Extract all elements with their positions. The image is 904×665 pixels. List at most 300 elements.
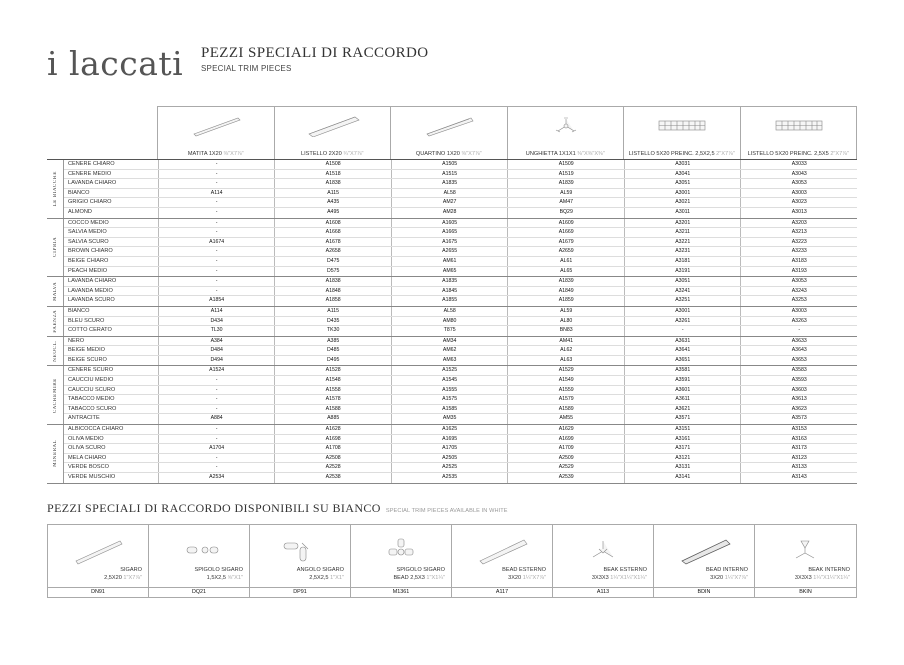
product-code: A1608 xyxy=(274,219,391,228)
trim-table xyxy=(47,106,857,481)
product-code: A1588 xyxy=(274,405,391,414)
table-row xyxy=(64,179,857,189)
beak-esterno-icon xyxy=(553,535,653,565)
color-name: BEIGE MEDIO xyxy=(68,347,105,354)
color-name: VERDE MUSCHIO xyxy=(68,474,116,480)
table-row xyxy=(64,454,857,464)
product-code: A1839 xyxy=(507,179,624,188)
product-code: A3611 xyxy=(624,395,741,404)
table-row xyxy=(64,296,857,306)
product-code: A3193 xyxy=(740,267,857,277)
product-code: A3221 xyxy=(624,238,741,247)
product-code: A3593 xyxy=(740,376,857,385)
color-name: LAVANDA CHIARO xyxy=(68,278,117,285)
product-code: A115 xyxy=(274,307,391,316)
column-header-label: MATITA 1X20 ⅜"X7⅞" xyxy=(187,151,244,157)
bead-esterno-icon xyxy=(452,535,552,565)
column-header xyxy=(158,107,275,160)
product-code: - xyxy=(158,170,275,179)
table-row xyxy=(64,346,857,356)
product-code: A384 xyxy=(158,337,275,346)
product-code: A2529 xyxy=(507,463,624,472)
product-code: - xyxy=(158,463,275,472)
table-row xyxy=(64,267,857,277)
white-trim-table xyxy=(47,524,857,598)
table-row xyxy=(64,444,857,454)
product-code: A1558 xyxy=(274,386,391,395)
product-code: D484 xyxy=(158,346,275,355)
product-code: - xyxy=(158,160,275,169)
product-code: AM34 xyxy=(391,337,508,346)
table-row xyxy=(64,160,857,170)
product-code: A3241 xyxy=(624,287,741,296)
group-label: NEOCL. xyxy=(52,340,58,363)
product-code: A3161 xyxy=(624,435,741,444)
product-code: - xyxy=(158,179,275,188)
product-code: AM63 xyxy=(391,356,508,366)
product-code: A1548 xyxy=(274,376,391,385)
product-code: AL59 xyxy=(507,189,624,198)
beak-interno-icon xyxy=(755,535,856,565)
product-code: A3581 xyxy=(624,366,741,375)
product-code: A1678 xyxy=(274,238,391,247)
table-row xyxy=(64,257,857,267)
item-code: DN91 xyxy=(48,587,148,597)
product-code: A3623 xyxy=(740,405,857,414)
product-code: A1858 xyxy=(274,296,391,306)
product-code: A1575 xyxy=(391,395,508,404)
product-code: A2538 xyxy=(274,473,391,483)
white-trim-item xyxy=(250,525,351,597)
color-name: BIANCO xyxy=(68,307,90,314)
product-code: - xyxy=(158,277,275,286)
section2-title xyxy=(47,501,508,516)
product-code: AL58 xyxy=(391,307,508,316)
product-code: A3023 xyxy=(740,198,857,207)
column-header-label: LISTELLO 5X20 PREINC. 2,5X2,5 2"X7⅞" xyxy=(628,151,735,157)
product-code: A1835 xyxy=(391,179,508,188)
product-code: AM62 xyxy=(391,346,508,355)
product-code: - xyxy=(158,425,275,434)
table-row xyxy=(64,326,857,336)
product-code: AM35 xyxy=(391,414,508,424)
product-code: A1665 xyxy=(391,228,508,237)
product-code: A1549 xyxy=(507,376,624,385)
color-name: LAVANDA SCURO xyxy=(68,297,115,304)
item-size: 3X20 1¼"X7⅞" xyxy=(710,575,748,581)
color-name: CENERE CHIARO xyxy=(68,161,115,167)
item-code: BDIN xyxy=(654,587,754,597)
column-header xyxy=(741,107,858,160)
table-row xyxy=(64,247,857,257)
table-row xyxy=(64,337,857,347)
table-row xyxy=(64,277,857,287)
color-name: LAVANDA CHIARO xyxy=(68,180,117,187)
product-code: A3003 xyxy=(740,307,857,316)
bead-interno-icon xyxy=(654,535,754,565)
table-row xyxy=(64,463,857,473)
product-code: A1859 xyxy=(507,296,624,306)
product-code: A1708 xyxy=(274,444,391,453)
product-code: AM41 xyxy=(507,337,624,346)
product-code: A1838 xyxy=(274,277,391,286)
table-body xyxy=(47,159,857,484)
table-row xyxy=(64,395,857,405)
product-code: - xyxy=(158,208,275,218)
item-name: SPIGOLO SIGARO xyxy=(396,567,445,573)
product-code: AL63 xyxy=(507,356,624,366)
color-name: COCCO MEDIO xyxy=(68,219,109,226)
product-code: - xyxy=(158,219,275,228)
product-code: A3263 xyxy=(740,317,857,326)
product-code: A3591 xyxy=(624,376,741,385)
product-code: A115 xyxy=(274,189,391,198)
table-row xyxy=(64,238,857,248)
item-size: 3X20 1¼"X7⅞" xyxy=(508,575,546,581)
product-code: A3253 xyxy=(740,296,857,306)
product-code: AL59 xyxy=(507,307,624,316)
product-code: T875 xyxy=(391,326,508,336)
product-code: - xyxy=(158,435,275,444)
spigolo-bead-icon xyxy=(351,535,451,565)
product-code: A3181 xyxy=(624,257,741,266)
product-code: A1509 xyxy=(507,160,624,169)
white-trim-item xyxy=(452,525,553,597)
item-name: SPIGOLO SIGARO xyxy=(194,567,243,573)
color-name: ALMOND xyxy=(68,208,92,215)
product-code: D494 xyxy=(158,356,275,366)
mosaic-strip-icon xyxy=(741,115,857,137)
product-code: A3121 xyxy=(624,454,741,463)
color-name: BEIGE CHIARO xyxy=(68,257,109,264)
table-row xyxy=(64,425,857,435)
color-name: PEACH MEDIO xyxy=(68,267,108,274)
angolo-sigaro-icon xyxy=(250,535,350,565)
product-code: A3641 xyxy=(624,346,741,355)
product-code: A3603 xyxy=(740,386,857,395)
color-name: MELA CHIARO xyxy=(68,454,107,461)
product-code: - xyxy=(158,198,275,207)
color-name: BROWN CHIARO xyxy=(68,248,113,255)
product-code: A3223 xyxy=(740,238,857,247)
product-code: AL62 xyxy=(507,346,624,355)
table-row xyxy=(64,366,857,376)
product-code: A3633 xyxy=(740,337,857,346)
white-trim-item xyxy=(755,525,856,597)
product-code: A1674 xyxy=(158,238,275,247)
table-row xyxy=(64,189,857,199)
column-header-label: QUARTINO 1X20 ⅜"X7⅞" xyxy=(415,151,482,157)
product-code: A1668 xyxy=(274,228,391,237)
color-name: OLIVA SCURO xyxy=(68,445,106,452)
product-code: A3621 xyxy=(624,405,741,414)
product-code: A3243 xyxy=(740,287,857,296)
product-code: - xyxy=(624,326,741,336)
table-row xyxy=(64,414,857,424)
group-label: FAENZA xyxy=(52,309,58,333)
product-code: D435 xyxy=(274,317,391,326)
product-code: A1835 xyxy=(391,277,508,286)
color-name: VERDE BOSCO xyxy=(68,464,110,471)
spigolo-sigaro-icon xyxy=(149,535,249,565)
product-code: A3183 xyxy=(740,257,857,266)
product-code: A884 xyxy=(158,414,275,424)
product-code: A3261 xyxy=(624,317,741,326)
white-trim-item xyxy=(149,525,250,597)
column-header xyxy=(508,107,625,160)
product-code: AM65 xyxy=(391,267,508,277)
product-code: A1839 xyxy=(507,277,624,286)
product-code: - xyxy=(158,395,275,404)
color-name: BEIGE SCURO xyxy=(68,356,107,363)
group-label: LE BIACCHE xyxy=(52,171,58,207)
product-code: BN83 xyxy=(507,326,624,336)
product-code: A1524 xyxy=(158,366,275,375)
product-code: AM55 xyxy=(507,414,624,424)
table-row xyxy=(64,307,857,317)
product-code: AL80 xyxy=(507,317,624,326)
color-name: TABACCO MEDIO xyxy=(68,396,115,403)
product-code: - xyxy=(158,287,275,296)
table-row xyxy=(64,208,857,218)
column-header-label: LISTELLO 2X20 ¾"X7⅞" xyxy=(301,151,364,157)
product-code: A2534 xyxy=(158,473,275,483)
product-code: A2535 xyxy=(391,473,508,483)
product-code: A114 xyxy=(158,307,275,316)
product-code: A3013 xyxy=(740,208,857,218)
product-code: A3173 xyxy=(740,444,857,453)
item-code: DP91 xyxy=(250,587,350,597)
item-size: 3X3X3 1¼"X1¼"X1¼" xyxy=(794,575,850,581)
product-code: AM27 xyxy=(391,198,508,207)
table-row xyxy=(64,473,857,483)
product-code: A495 xyxy=(274,208,391,218)
product-code: A1704 xyxy=(158,444,275,453)
column-header-label: LISTELLO 5X20 PREINC. 2,5X5 2"X7⅞" xyxy=(747,151,849,157)
product-code: A1529 xyxy=(507,366,624,375)
color-group xyxy=(47,366,857,425)
product-code: A1709 xyxy=(507,444,624,453)
product-code: - xyxy=(158,247,275,256)
product-code: A3631 xyxy=(624,337,741,346)
sigaro-icon xyxy=(48,535,148,565)
product-code: - xyxy=(158,267,275,277)
product-code: A3051 xyxy=(624,277,741,286)
product-code: BQ29 xyxy=(507,208,624,218)
product-code: A3011 xyxy=(624,208,741,218)
product-code: A3133 xyxy=(740,463,857,472)
product-code: A1838 xyxy=(274,179,391,188)
product-code: D575 xyxy=(274,267,391,277)
product-code: A3041 xyxy=(624,170,741,179)
table-row xyxy=(64,317,857,327)
product-code: A1519 xyxy=(507,170,624,179)
color-name: ANTRACITE xyxy=(68,415,100,422)
product-code: A3151 xyxy=(624,425,741,434)
product-code: A1528 xyxy=(274,366,391,375)
item-size: 2,5X20 1"X7⅞" xyxy=(104,575,142,581)
color-name: SALVIA MEDIO xyxy=(68,229,107,236)
table-row xyxy=(64,287,857,297)
color-name: OLIVA MEDIO xyxy=(68,435,104,442)
product-code: A1695 xyxy=(391,435,508,444)
group-label: MINERAL xyxy=(52,440,58,468)
item-name: BEAK INTERNO xyxy=(808,567,850,573)
product-code: A3573 xyxy=(740,414,857,424)
listello-trim-icon xyxy=(275,115,391,137)
product-code: A2528 xyxy=(274,463,391,472)
product-code: A3643 xyxy=(740,346,857,355)
product-code: A3131 xyxy=(624,463,741,472)
table-row xyxy=(64,219,857,229)
product-code: A3251 xyxy=(624,296,741,306)
product-code: A3053 xyxy=(740,179,857,188)
item-size: 3X3X3 1¼"X1¼"X1¼" xyxy=(591,575,647,581)
product-code: A1525 xyxy=(391,366,508,375)
product-code: A3231 xyxy=(624,247,741,256)
product-code: A3003 xyxy=(740,189,857,198)
item-code: A113 xyxy=(553,587,653,597)
product-code: A1585 xyxy=(391,405,508,414)
product-code: A3653 xyxy=(740,356,857,366)
product-code: A3031 xyxy=(624,160,741,169)
product-code: A1628 xyxy=(274,425,391,434)
group-label: CIPRIA xyxy=(52,237,58,258)
color-name: GRIGIO CHIARO xyxy=(68,199,112,206)
product-code: A3213 xyxy=(740,228,857,237)
color-group xyxy=(47,425,857,484)
product-code: D495 xyxy=(274,356,391,366)
color-name: CAUCCIU MEDIO xyxy=(68,377,114,384)
product-code: A3001 xyxy=(624,307,741,316)
color-name: BIANCO xyxy=(68,189,90,196)
color-group xyxy=(47,307,857,337)
column-header xyxy=(275,107,392,160)
mosaic-strip-icon xyxy=(624,115,740,137)
product-code: - xyxy=(158,405,275,414)
item-code: DQ21 xyxy=(149,587,249,597)
product-code: A2655 xyxy=(391,247,508,256)
product-code: A1555 xyxy=(391,386,508,395)
product-code: - xyxy=(158,228,275,237)
product-code: A3601 xyxy=(624,386,741,395)
product-code: A1505 xyxy=(391,160,508,169)
product-code: TL30 xyxy=(158,326,275,336)
product-code: A3191 xyxy=(624,267,741,277)
product-code: A2508 xyxy=(274,454,391,463)
color-name: NERO xyxy=(68,337,85,344)
product-code: - xyxy=(158,386,275,395)
product-code: A3211 xyxy=(624,228,741,237)
color-name: LAVANDA MEDIO xyxy=(68,287,113,294)
item-size: BEAD 2,5X3 1"X1¼" xyxy=(393,575,445,581)
product-code: A2505 xyxy=(391,454,508,463)
item-name: BEAK ESTERNO xyxy=(603,567,647,573)
pencil-trim-icon xyxy=(158,115,274,137)
product-code: A1669 xyxy=(507,228,624,237)
product-code: A1854 xyxy=(158,296,275,306)
product-code: A385 xyxy=(274,337,391,346)
table-row xyxy=(64,405,857,415)
product-code: AM28 xyxy=(391,208,508,218)
quartino-trim-icon xyxy=(391,115,507,137)
white-trim-item xyxy=(48,525,149,597)
product-code: A1698 xyxy=(274,435,391,444)
color-group xyxy=(47,337,857,367)
product-code: A1699 xyxy=(507,435,624,444)
table-row xyxy=(64,228,857,238)
product-code: A3123 xyxy=(740,454,857,463)
white-trim-item xyxy=(351,525,452,597)
product-code: A1518 xyxy=(274,170,391,179)
color-name: BLEU SCURO xyxy=(68,317,105,324)
product-code: - xyxy=(740,326,857,336)
product-code: A3583 xyxy=(740,366,857,375)
product-code: A1629 xyxy=(507,425,624,434)
product-code: A114 xyxy=(158,189,275,198)
product-code: A3053 xyxy=(740,277,857,286)
product-code: D485 xyxy=(274,346,391,355)
product-code: AL65 xyxy=(507,267,624,277)
product-code: AM47 xyxy=(507,198,624,207)
color-group xyxy=(47,277,857,307)
product-code: A3043 xyxy=(740,170,857,179)
group-label: CACHEMIRE xyxy=(52,377,58,413)
column-header xyxy=(391,107,508,160)
product-code: A2659 xyxy=(507,247,624,256)
item-name: ANGOLO SIGARO xyxy=(296,567,344,573)
table-row xyxy=(64,356,857,366)
product-code: A1849 xyxy=(507,287,624,296)
product-code: A2658 xyxy=(274,247,391,256)
product-code: A2539 xyxy=(507,473,624,483)
product-code: A1578 xyxy=(274,395,391,404)
product-code: A1559 xyxy=(507,386,624,395)
product-code: A1675 xyxy=(391,238,508,247)
product-code: A3141 xyxy=(624,473,741,483)
product-code: AM61 xyxy=(391,257,508,266)
item-name: BEAD ESTERNO xyxy=(502,567,546,573)
item-size: 1,5X2,5 ⅝"X1" xyxy=(206,575,243,581)
product-code: - xyxy=(158,257,275,266)
product-code: AM80 xyxy=(391,317,508,326)
item-name: SIGARO xyxy=(120,567,142,573)
product-code: A3613 xyxy=(740,395,857,404)
section2-subheading: SPECIAL TRIM PIECES AVAILABLE IN WHITE xyxy=(385,508,508,514)
product-code: A1545 xyxy=(391,376,508,385)
item-code: M1361 xyxy=(351,587,451,597)
group-label: MALVA xyxy=(52,281,58,302)
table-row xyxy=(64,170,857,180)
section2-heading: PEZZI SPECIALI DI RACCORDO DISPONIBILI SU BIANCO xyxy=(47,501,381,515)
product-code: A3163 xyxy=(740,435,857,444)
product-code: A1508 xyxy=(274,160,391,169)
product-code: A1579 xyxy=(507,395,624,404)
table-row xyxy=(64,376,857,386)
product-code: A3171 xyxy=(624,444,741,453)
table-row xyxy=(64,198,857,208)
product-code: A2509 xyxy=(507,454,624,463)
product-code: A3143 xyxy=(740,473,857,483)
product-code: A1515 xyxy=(391,170,508,179)
color-name: CENERE MEDIO xyxy=(68,170,112,177)
product-code: A1625 xyxy=(391,425,508,434)
item-size: 2,5X2,5 1"X1" xyxy=(309,575,344,581)
product-code: A885 xyxy=(274,414,391,424)
product-code: TK30 xyxy=(274,326,391,336)
color-name: ALBICOCCA CHIARO xyxy=(68,426,124,433)
product-code: A3001 xyxy=(624,189,741,198)
